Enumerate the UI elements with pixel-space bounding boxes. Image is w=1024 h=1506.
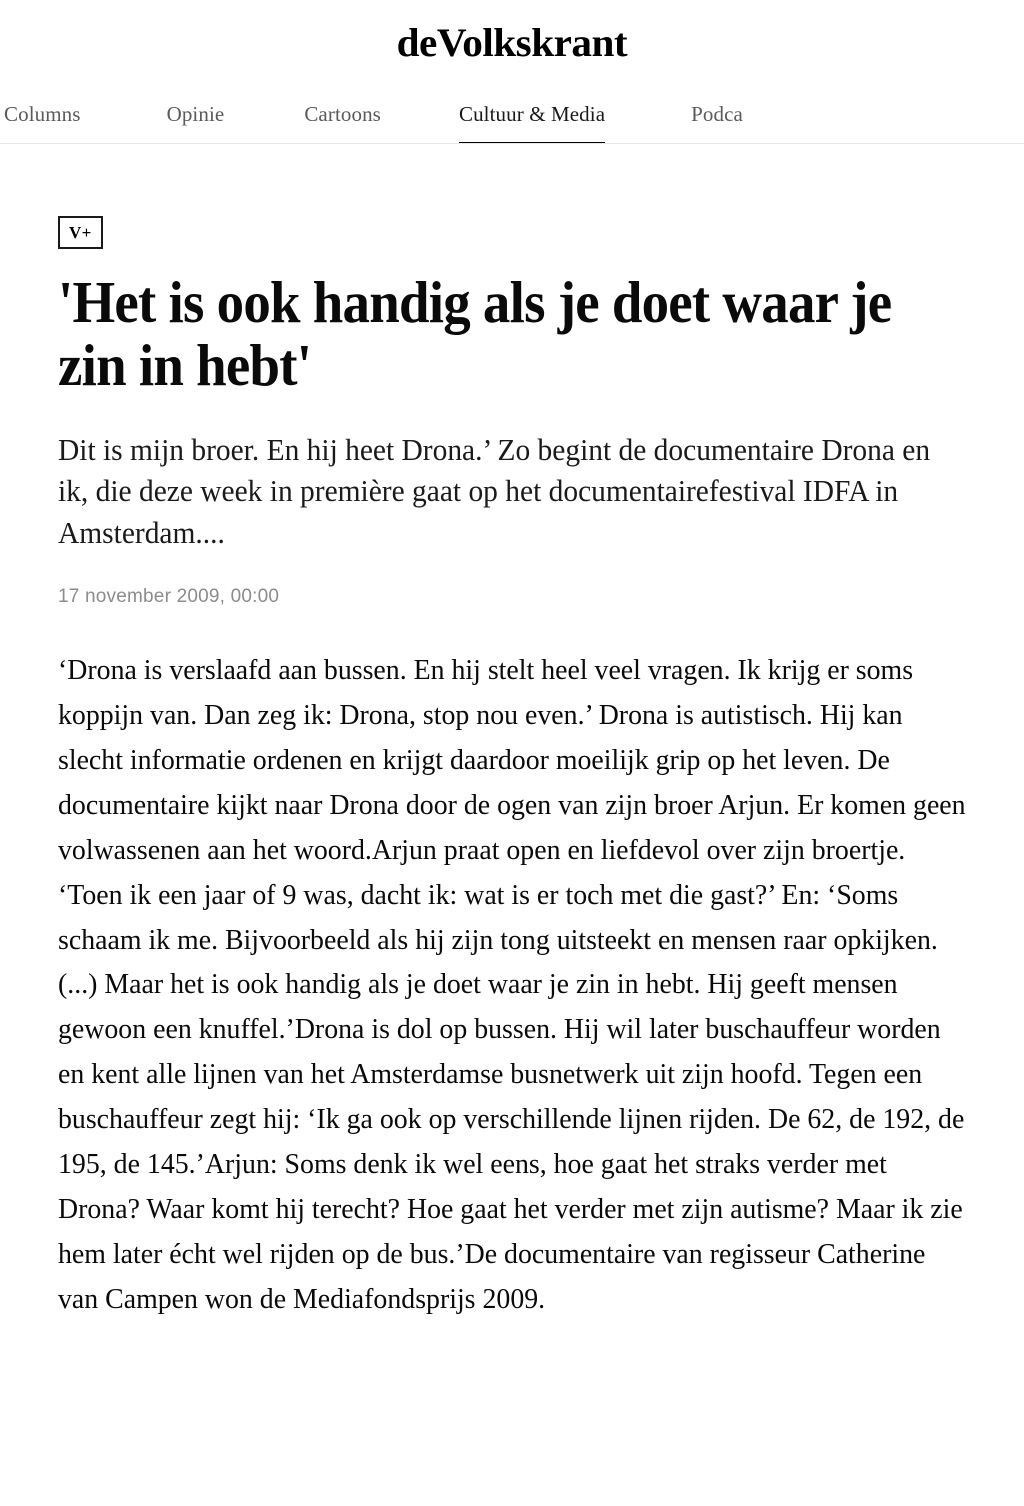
- nav-item-label: Cultuur & Media: [458, 102, 606, 126]
- site-logo[interactable]: deVolkskrant: [396, 20, 628, 65]
- site-masthead: [0, 0, 1024, 86]
- nav-item-label: Cartoons: [304, 102, 381, 126]
- nav-item-columns[interactable]: [4, 86, 81, 125]
- nav-item-cultuur-media[interactable]: [459, 86, 605, 125]
- premium-badge: V+: [58, 216, 103, 249]
- nav-list: [0, 86, 1024, 143]
- article-container: [0, 144, 1024, 1382]
- nav-item-opinie[interactable]: [167, 86, 225, 125]
- active-tab-indicator: [459, 142, 605, 144]
- badge-row: [58, 144, 966, 249]
- nav-item-label: Podca: [691, 102, 743, 126]
- article-body: ‘Drona is verslaafd aan bussen. En hij stelt heel veel vragen. Ik krijg er soms koppijn van. Dan zeg ik: Drona, stop nou even.’ Drona is autistisch. Hij kan slecht informatie ordenen en krijgt daardoor moeilijk grip op het leven. De documentaire kijkt naar Drona door de ogen van zijn broer Arjun. Er komen geen volwassenen aan het woord.Arjun praat open en liefdevol over zijn broertje. ‘Toen ik een jaar of 9 was, dacht ik: wat is er toch met die gast?’ En: ‘Soms schaam ik me. Bijvoorbeeld als hij zijn tong uitsteekt en mensen raar opkijken. (...) Maar het is ook handig als je doet waar je zin in hebt. Hij geeft mensen gewoon een knuffel.’Drona is dol op bussen. Hij wil later buschauffeur worden en kent alle lijnen van het Amsterdamse busnetwerk uit zijn hoofd. Tegen een buschauffeur zegt hij: ‘Ik ga ook op verschillende lijnen rijden. De 62, de 192, de 195, de 145.’Arjun: Soms denk ik wel eens, hoe gaat het straks verder met Drona? Waar komt hij terecht? Hoe gaat het verder met zijn autisme? Maar ik zie hem later écht wel rijden op de bus.’De documentaire van regisseur Catherine van Campen won de Mediafondsprijs 2009.: [58, 653, 966, 1316]
- nav-item-cartoons[interactable]: [304, 86, 381, 125]
- nav-item-label: Columns: [4, 102, 81, 126]
- article-standfirst: Dit is mijn broer. En hij heet Drona.’ Zo begint de documentaire Drona en ik, die deze week in première gaat op het documentairefestival IDFA in Amsterdam....: [58, 432, 931, 550]
- article-headline: 'Het is ook handig als je doet waar je zin in hebt': [58, 269, 892, 399]
- nav-item-label: Opinie: [166, 102, 225, 126]
- nav-item-podcasts[interactable]: [691, 86, 743, 125]
- main-navigation: [0, 86, 1024, 144]
- article-timestamp: 17 november 2009, 00:00: [58, 585, 280, 607]
